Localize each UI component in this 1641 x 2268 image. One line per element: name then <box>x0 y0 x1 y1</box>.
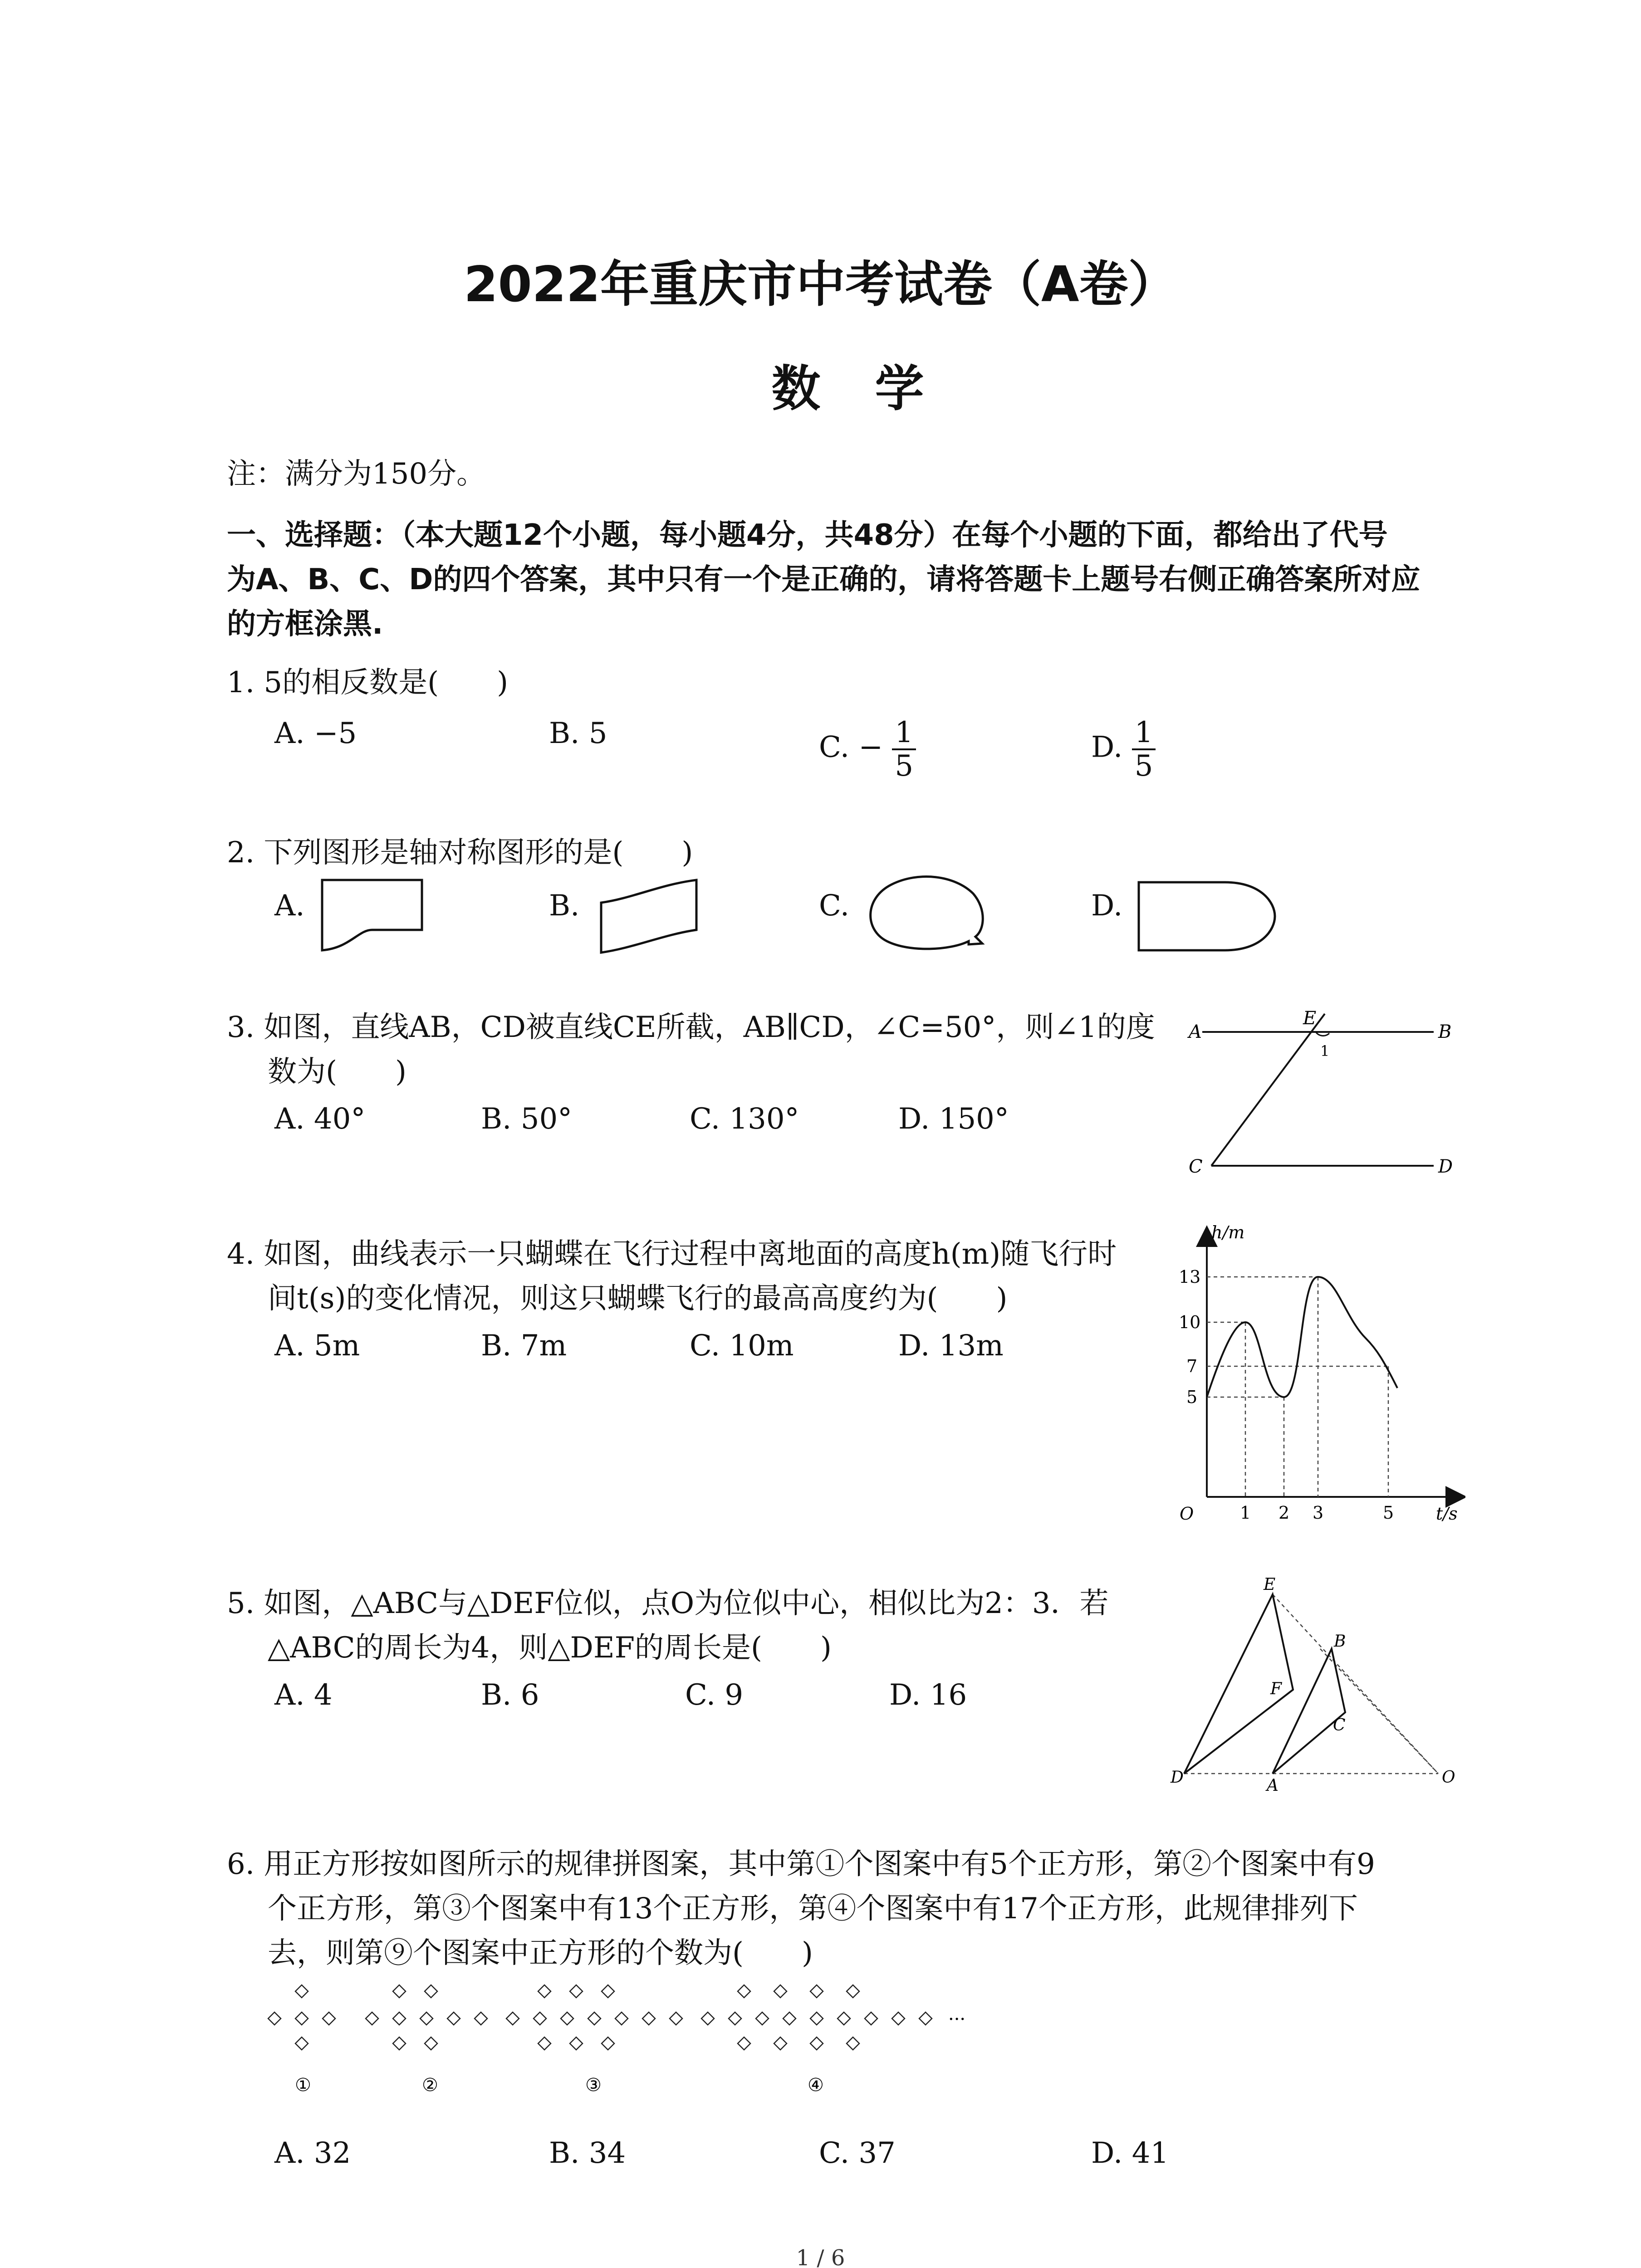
pattern-label-3: ③ <box>585 2075 602 2096</box>
triangle-abc <box>1273 1649 1345 1774</box>
label-o: O <box>1442 1768 1455 1787</box>
section-instructions-line2: 为A、B、C、D的四个答案，其中只有一个是正确的，请将答题卡上题号右侧正确答案所对应 <box>227 563 1421 596</box>
q6-option-c: C. 37 <box>819 2136 896 2170</box>
x-tick-2: 2 <box>1279 1503 1290 1523</box>
pattern-label-4: ④ <box>808 2075 824 2096</box>
q5-line2: △ABC的周长为4，则△DEF的周长是( ) <box>268 1631 832 1665</box>
label-c: C <box>1189 1156 1203 1177</box>
q2-stem: 2. 下列图形是轴对称图形的是( ) <box>227 836 693 870</box>
page-number: 1 / 6 <box>796 2245 845 2268</box>
y-tick-10: 10 <box>1179 1312 1201 1332</box>
q3-option-a: A. 40° <box>274 1102 366 1136</box>
q3-option-c: C. 130° <box>690 1102 799 1136</box>
label-d: D <box>1438 1156 1453 1177</box>
q1-option-c-fraction <box>892 717 916 782</box>
q6-line3: 去，则第⑨个图案中正方形的个数为( ) <box>268 1936 813 1970</box>
label-b: B <box>1334 1632 1346 1651</box>
section-instructions-line3: 的方框涂黑. <box>227 607 383 641</box>
pattern-1 <box>268 1985 335 2050</box>
pattern-3 <box>506 1985 682 2050</box>
x-axis-label: t/s <box>1436 1504 1458 1524</box>
label-e: E <box>1264 1575 1276 1594</box>
guide-lines <box>1207 1277 1388 1497</box>
subject-title: 数学 <box>771 361 979 417</box>
q1-d-numerator: 1 <box>1132 717 1156 750</box>
q3-figure <box>1180 998 1474 1188</box>
q4-line2: 间t(s)的变化情况，则这只蝴蝶飞行的最高高度约为( ) <box>268 1282 1008 1315</box>
q4-option-b: B. 7m <box>481 1329 567 1363</box>
label-c: C <box>1333 1716 1346 1735</box>
label-a: A <box>1189 1022 1202 1042</box>
homothety-rays <box>1184 1594 1438 1774</box>
q2-option-a-label: A. <box>274 889 305 923</box>
q4-option-a: A. 5m <box>274 1329 360 1363</box>
q1-option-d-label: D. <box>1091 730 1132 764</box>
q4-option-d: D. 13m <box>898 1329 1004 1363</box>
q4-graph <box>1171 1225 1465 1533</box>
q6-pattern <box>254 1978 1025 2096</box>
q1-option-c-label: C. − <box>819 730 883 764</box>
pattern-ellipsis: ··· <box>948 2009 966 2030</box>
label-a: A <box>1267 1776 1279 1795</box>
line-ce <box>1211 1014 1325 1166</box>
q2-shape-a <box>318 875 426 957</box>
y-tick-7: 7 <box>1186 1356 1198 1376</box>
q1-c-denominator: 5 <box>895 749 914 783</box>
q6-option-b: B. 34 <box>549 2136 626 2170</box>
q4-option-c: C. 10m <box>690 1329 794 1363</box>
pattern-4 <box>701 1985 932 2050</box>
q3-option-d: D. 150° <box>898 1102 1009 1136</box>
q2-option-d-label: D. <box>1091 889 1123 923</box>
q6-line1: 6. 用正方形按如图所示的规律拼图案，其中第①个图案中有5个正方形，第②个图案中有9 <box>227 1848 1375 1881</box>
label-f: F <box>1270 1680 1282 1698</box>
q5-option-b: B. 6 <box>481 1678 539 1712</box>
q4-line1: 4. 如图，曲线表示一只蝴蝶在飞行过程中离地面的高度h(m)随飞行时 <box>227 1237 1117 1271</box>
y-tick-5: 5 <box>1186 1387 1198 1407</box>
label-e: E <box>1303 1008 1317 1029</box>
x-tick-5: 5 <box>1383 1503 1394 1523</box>
q1-option-a: A. −5 <box>274 717 357 750</box>
q3-line2: 数为( ) <box>268 1055 407 1089</box>
label-d: D <box>1171 1768 1184 1787</box>
q6-option-d: D. 41 <box>1091 2136 1169 2170</box>
q2-option-c-label: C. <box>819 889 850 923</box>
q1-option-d <box>1091 717 1156 782</box>
q1-stem: 1. 5的相反数是( ) <box>227 666 509 699</box>
q5-option-c: C. 9 <box>685 1678 744 1712</box>
y-tick-13: 13 <box>1179 1267 1201 1287</box>
q2-option-b-label: B. <box>549 889 580 923</box>
q3-option-b: B. 50° <box>481 1102 573 1136</box>
q1-c-numerator: 1 <box>892 717 916 750</box>
q5-option-d: D. 16 <box>889 1678 967 1712</box>
y-axis-label: h/m <box>1211 1225 1245 1242</box>
q2-shape-b <box>592 875 701 957</box>
exam-title: 2022年重庆市中考试卷（A卷） <box>464 256 1177 313</box>
q2-shape-d <box>1134 875 1284 957</box>
pattern-label-2: ② <box>422 2075 438 2096</box>
pattern-label-1: ① <box>295 2075 311 2096</box>
q1-option-d-fraction <box>1132 717 1156 782</box>
q2-shape-c <box>860 866 991 957</box>
label-b: B <box>1438 1022 1452 1042</box>
q5-figure <box>1161 1574 1474 1801</box>
x-tick-3: 3 <box>1313 1503 1324 1523</box>
q3-line1: 3. 如图，直线AB，CD被直线CE所截，AB∥CD，∠C=50°，则∠1的度 <box>227 1011 1155 1044</box>
score-note: 注：满分为150分。 <box>227 457 486 491</box>
x-tick-1: 1 <box>1240 1503 1251 1523</box>
origin-label: O <box>1180 1504 1194 1524</box>
q1-d-denominator: 5 <box>1134 749 1153 783</box>
q6-option-a: A. 32 <box>274 2136 351 2170</box>
section-instructions-line1: 一、选择题：（本大题12个小题，每小题4分，共48分）在每个小题的下面，都给出了代号 <box>227 518 1388 552</box>
q5-option-a: A. 4 <box>274 1678 333 1712</box>
q1-option-c <box>819 717 916 782</box>
butterfly-curve <box>1207 1277 1397 1397</box>
q6-line2: 个正方形，第③个图案中有13个正方形，第④个图案中有17个正方形，此规律排列下 <box>268 1892 1358 1926</box>
label-angle-1: 1 <box>1320 1042 1330 1060</box>
q1-option-b: B. 5 <box>549 717 607 750</box>
pattern-2 <box>366 1985 487 2050</box>
q5-line1: 5. 如图，△ABC与△DEF位似，点O为位似中心，相似比为2：3．若 <box>227 1587 1109 1620</box>
